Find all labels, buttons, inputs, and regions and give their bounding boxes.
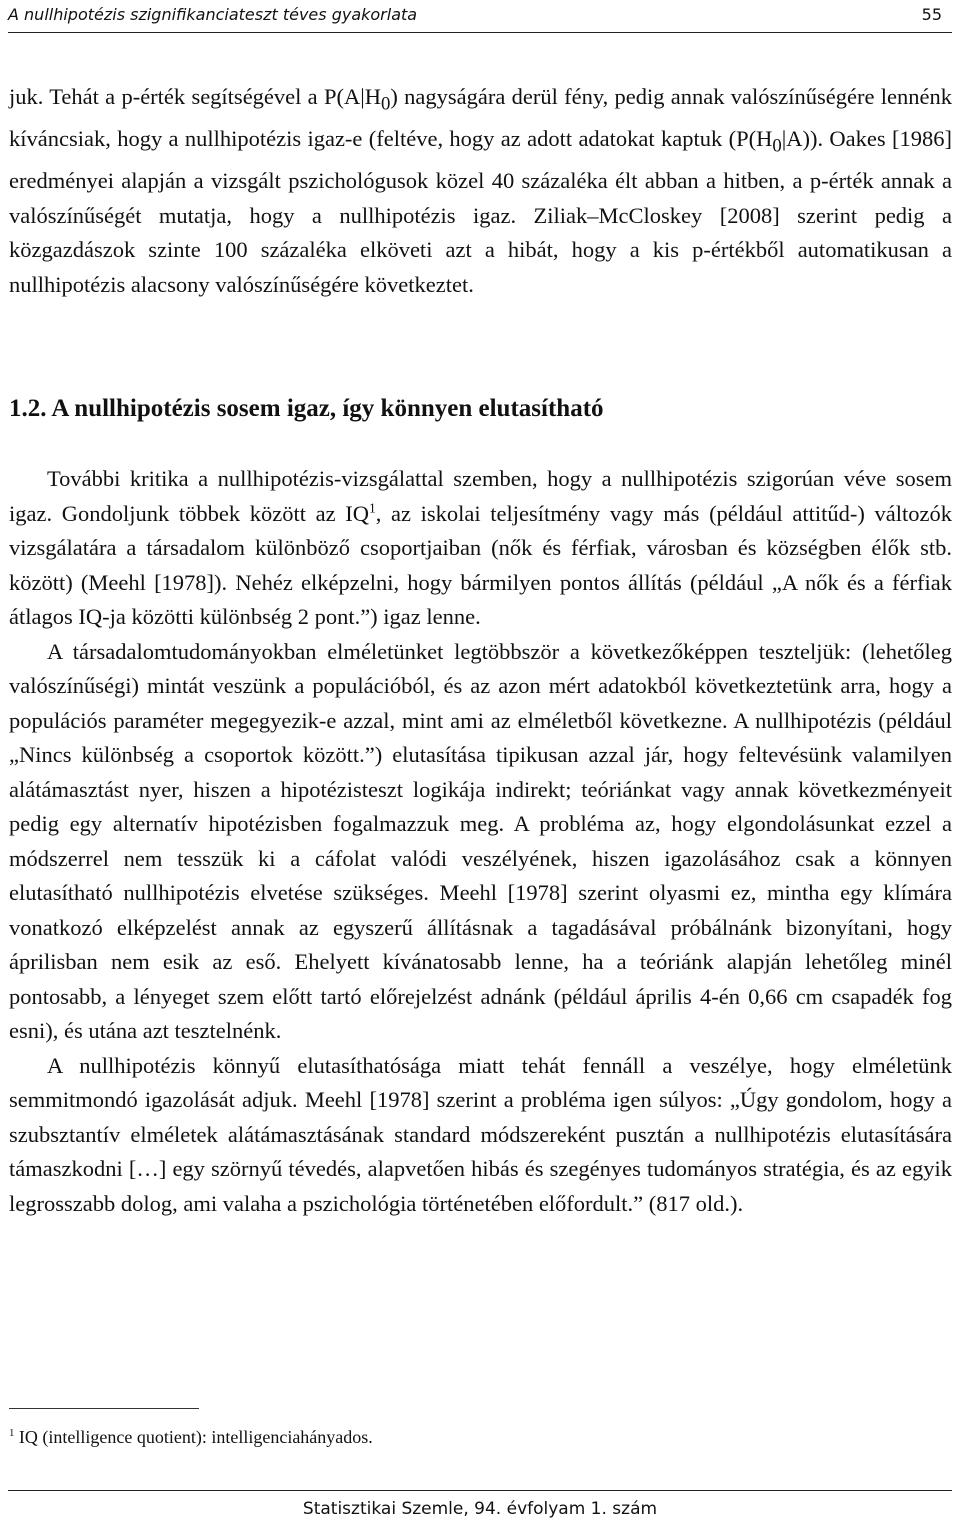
footnote-divider: [9, 1408, 199, 1409]
paragraph-1-part-2: ) nagyságára derül fény, pedig annak valószínűségére lennénk kíváncsiak, hogy a nullhipotézis igaz-e (feltéve, hogy az adott adatokat kaptuk (P(H: [9, 84, 952, 151]
paragraph-2-part-2: , az iskolai teljesítmény vagy más (például attitűd-) változók vizsgálatára a társadalom különböző csoportjaiban (nők és férfiak, városban és községben élők stb. között) (Meehl [1978]). Nehéz elképzelni, hogy bármilyen pontos állítás (például „A nők és a férfiak átlagos IQ-ja közötti különbség 2 pont.”) igaz lenne.: [9, 500, 953, 629]
paragraph-1-part-1: juk. Tehát a p-érték segítségével a P(A|H: [9, 84, 381, 109]
text-block-1: [9, 80, 952, 302]
subscript-zero: 0: [380, 93, 391, 115]
footnote: [9, 1424, 373, 1450]
footnote-text: IQ (intelligence quotient): intelligenciahányados.: [14, 1427, 373, 1447]
text-block-2: [9, 462, 952, 1221]
footnote-reference: 1: [368, 500, 376, 515]
paragraph-1-part-3: |A)). Oakes [1986] eredményei alapján a vizsgált pszichológusok közel 40 százaléka élt abban a hitben, a p-érték annak a valószínűségét mutatja, hogy a nullhipotézis igaz. Ziliak–McCloskey [2008] szerint pedig a közgazdászok szinte 100 százaléka elköveti azt a hibát, hogy a kis p-értékből automatikusan a nullhipotézis alacsony valószínűségére következtet.: [9, 126, 952, 297]
running-footer: Statisztikai Szemle, 94. évfolyam 1. szám: [302, 1499, 658, 1519]
paragraph-1: [9, 80, 952, 302]
section-heading: 1.2. A nullhipotézis sosem igaz, így könnyen elutasítható: [9, 395, 604, 422]
paragraph-2: [9, 462, 952, 635]
footnote-marker: 1: [9, 1427, 15, 1439]
running-header: [8, 2, 952, 33]
paragraph-2-part-1: További kritika a nullhipotézis-vizsgálattal szemben, hogy a nullhipotézis szigorúan véve sosem igaz. Gondoljunk többek között az IQ: [9, 466, 952, 526]
page-number: 55: [921, 5, 942, 24]
paragraph-4: A nullhipotézis könnyű elutasíthatósága miatt tehát fennáll a veszélye, hogy elméletünk semmitmondó igazolását adjuk. Meehl [1978] szerint a probléma igen súlyos: „Úgy gondolom, hogy a szubsztantív elméletek alátámasztásának standard módszereként pusztán a nullhipotézis elutasítására támaszkodni […] egy szörnyű tévedés, alapvetően hibás és szegényes tudományos stratégia, és az egyik legrosszabb dolog, ami valaha a pszichológia történetében előfordult.” (817 old.).: [9, 1052, 952, 1216]
running-header-title: A nullhipotézis szignifikanciateszt téves gyakorlata: [8, 5, 418, 24]
footer-divider: [8, 1490, 952, 1491]
subscript-zero: 0: [772, 135, 782, 157]
paragraph-3: A társadalomtudományokban elméletünket legtöbbször a következőképpen teszteljük: (lehetőleg valószínűségi) mintát veszünk a populációból, és az azon mért adatokból következtetünk arra, hogy a populációs paraméter megegyezik-e azzal, mint ami az elméletből következne. A nullhipotézis (például „Nincs különbség a csoportok között.”) elutasítása tipikusan azzal jár, hogy feltevésünk valamilyen alátámasztást nyer, hiszen a hipotézisteszt logikája indirekt; teóriánkat vagy annak következményeit pedig egy alternatív hipotézisben fogalmazzuk meg. A probléma az, hogy elgondolásunkat ezzel a módszerrel nem tesszük ki a cáfolat valódi veszélyének, hiszen igazolásához csak a könnyen elutasítható nullhipotézis elvetése szükséges. Meehl [1978] szerint olyasmi ez, mintha egy klímára vonatkozó elképzelést annak az egyszerű állításnak a tagadásával próbálnánk bizonyítani, hogy áprilisban nem esik az eső. Ehelyett kívánatosabb lenne, ha a teóriánk alapján lehetőleg minél pontosabb, a lényeget szem előtt tartó előrejelzést adnánk (például április 4-én 0,66 cm csapadék fog esni), és utána azt tesztelnénk.: [9, 638, 952, 1043]
